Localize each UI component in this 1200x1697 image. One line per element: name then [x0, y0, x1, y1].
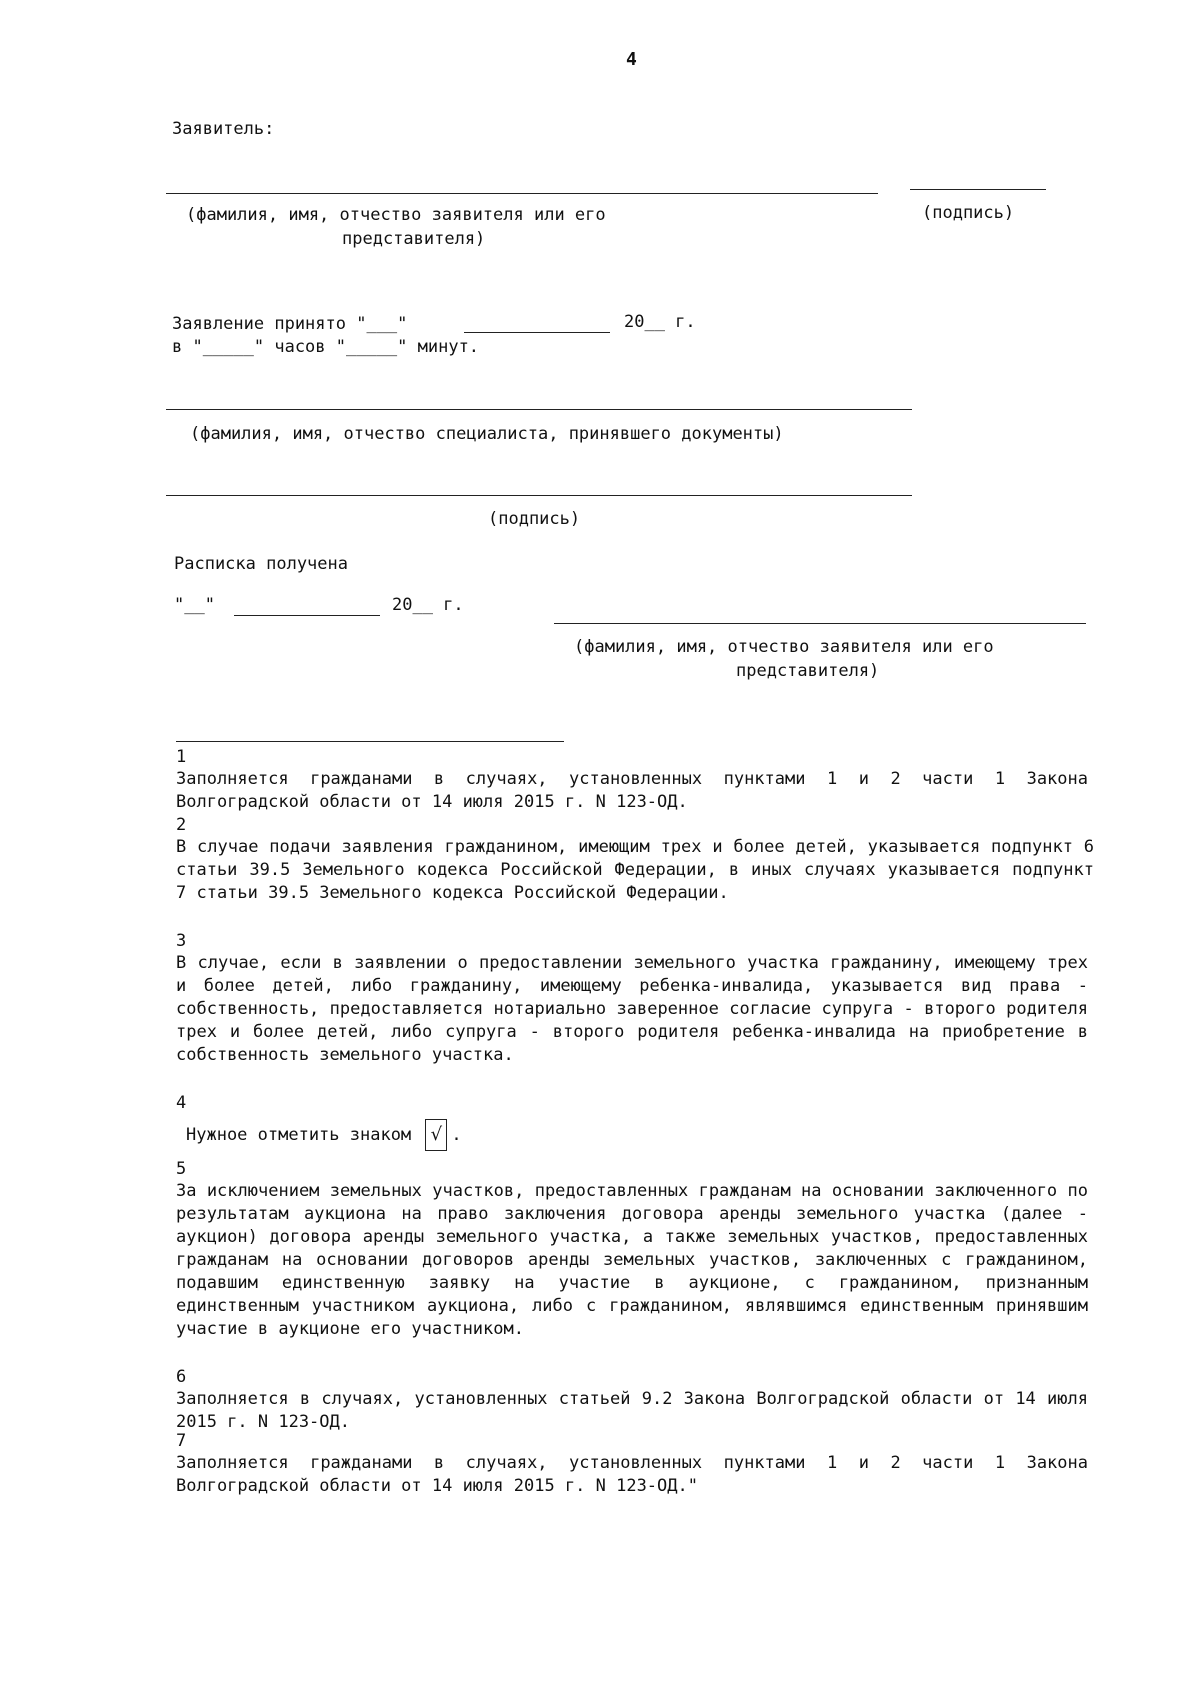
receipt-label: Расписка получена [174, 554, 348, 574]
acceptance-year: 20__ г. [624, 312, 696, 332]
acceptance-time-line: в "_____" часов "_____" минут. [172, 337, 480, 357]
footnote-7-number: 7 [176, 1431, 187, 1451]
applicant-name-caption: (фамилия, имя, отчество заявителя или его [186, 205, 606, 225]
footnote-4-text [186, 1117, 462, 1153]
specialist-signature-line [166, 495, 912, 496]
footnote-1-number: 1 [176, 747, 187, 767]
footnote-2-number: 2 [176, 815, 187, 835]
specialist-caption: (фамилия, имя, отчество специалиста, принявшего документы) [190, 424, 784, 444]
acceptance-month-line [464, 332, 610, 333]
footnote-4-number: 4 [176, 1093, 187, 1113]
acceptance-date-label: Заявление принято "___" [172, 314, 408, 334]
receipt-name-caption-continued: представителя) [736, 661, 880, 681]
receipt-day: "__" [174, 595, 215, 615]
applicant-label: Заявитель: [172, 119, 275, 139]
footnote-4-period: . [451, 1125, 462, 1145]
applicant-signature-caption: (подпись) [922, 203, 1015, 223]
footnote-2-text: В случае подачи заявления гражданином, имеющим трех и более детей, указывается подпункт 6 статьи 39.5 Земельного кодекса Российской Федерации, в иных случаях указывается подпункт 7 статьи 39.5 Земельного кодекса Российской Федерации. [176, 837, 1094, 903]
footnote-4-label: Нужное отметить знаком [186, 1125, 412, 1145]
applicant-signature-line [910, 189, 1046, 190]
receipt-month-line [234, 615, 380, 616]
page-number: 4 [626, 49, 637, 70]
footnote-7-text: Заполняется гражданами в случаях, установленных пунктами 1 и 2 части 1 Закона Волгоградской области от 14 июля 2015 г. N 123-ОД." [176, 1453, 1088, 1496]
check-mark-icon: √ [425, 1119, 447, 1151]
specialist-signature-caption: (подпись) [488, 509, 581, 529]
footnote-6-text: Заполняется в случаях, установленных статьей 9.2 Закона Волгоградской области от 14 июля 2015 г. N 123-ОД. [176, 1389, 1088, 1432]
footnote-5-text: За исключением земельных участков, предоставленных гражданам на основании заключенного по результатам аукциона на право заключения договора аренды земельного участка (далее - аукцион) договора аренды земельного участка, а также земельных участков, предоставленных гражданам на основании договоров аренды земельных участков, заключенных с гражданином, подавшим единственную заявку на участие в аукционе, с гражданином, признанным единственным участником аукциона, либо с гражданином, являвшимся единственным принявшим участие в аукционе его участником. [176, 1181, 1088, 1339]
footnotes-separator [176, 741, 564, 742]
receipt-name-line [554, 623, 1086, 624]
footnote-6-number: 6 [176, 1367, 187, 1387]
footnote-5-number: 5 [176, 1159, 187, 1179]
receipt-year: 20__ г. [392, 595, 464, 615]
specialist-name-line [166, 409, 912, 410]
footnote-3-number: 3 [176, 931, 187, 951]
receipt-name-caption: (фамилия, имя, отчество заявителя или его [574, 637, 994, 657]
applicant-name-line [166, 193, 878, 194]
applicant-name-caption-continued: представителя) [342, 229, 486, 249]
footnote-3-text: В случае, если в заявлении о предоставлении земельного участка гражданину, имеющему трех и более детей, либо гражданину, имеющему ребенка-инвалида, указывается вид права - собственность, предоставляется нотариально заверенное согласие супруга - второго родителя трех и более детей, либо супруга - второго родителя ребенка-инвалида на приобретение в собственность земельного участка. [176, 953, 1088, 1065]
footnote-1-text: Заполняется гражданами в случаях, установленных пунктами 1 и 2 части 1 Закона Волгоградской области от 14 июля 2015 г. N 123-ОД. [176, 769, 1088, 812]
